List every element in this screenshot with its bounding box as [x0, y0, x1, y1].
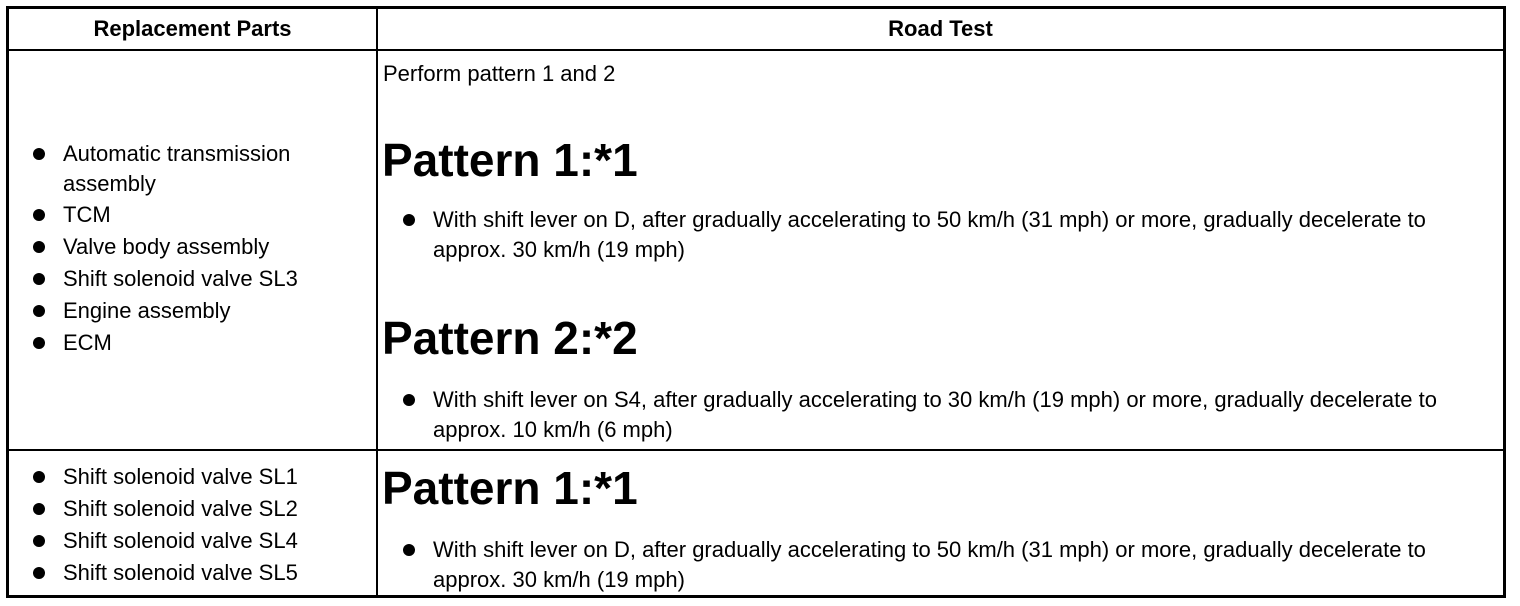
header-road-test: Road Test: [888, 16, 993, 41]
road-test-table: [6, 6, 1506, 598]
pattern-instruction: With shift lever on D, after gradually accelerating to 50 km/h (31 mph) or more, gradually decelerate to approx. 30 km/h (19 mph): [399, 535, 1493, 595]
road-test-intro: Perform pattern 1 and 2: [383, 61, 616, 86]
list-item: Shift solenoid valve SL4: [29, 525, 333, 557]
column-divider: [376, 9, 378, 595]
list-item: Shift solenoid valve SL5: [29, 557, 333, 589]
header-divider: [9, 49, 1503, 51]
list-item: Shift solenoid valve SL1: [29, 461, 333, 493]
list-item: Engine assembly: [29, 295, 333, 327]
pattern-instruction: With shift lever on D, after gradually accelerating to 50 km/h (31 mph) or more, gradually decelerate to approx. 30 km/h (19 mph): [399, 205, 1493, 265]
pattern-heading: Pattern 2:*2: [382, 312, 638, 364]
pattern-heading: Pattern 1:*1: [382, 462, 638, 514]
pattern-heading: Pattern 1:*1: [382, 134, 638, 186]
list-item: ECM: [29, 327, 333, 359]
pattern-instruction: With shift lever on S4, after gradually accelerating to 30 km/h (19 mph) or more, gradually decelerate to approx. 10 km/h (6 mph): [399, 385, 1493, 445]
list-item: Shift solenoid valve SL2: [29, 493, 333, 525]
list-item: Shift solenoid valve SL3: [29, 263, 333, 295]
row1-parts-list: [29, 139, 333, 359]
list-item: Automatic transmission assembly: [29, 139, 333, 199]
list-item: Valve body assembly: [29, 231, 333, 263]
header-replacement-parts: Replacement Parts: [93, 16, 292, 41]
row-divider: [9, 449, 1503, 451]
row2-parts-list: [29, 461, 333, 589]
list-item: TCM: [29, 199, 333, 231]
